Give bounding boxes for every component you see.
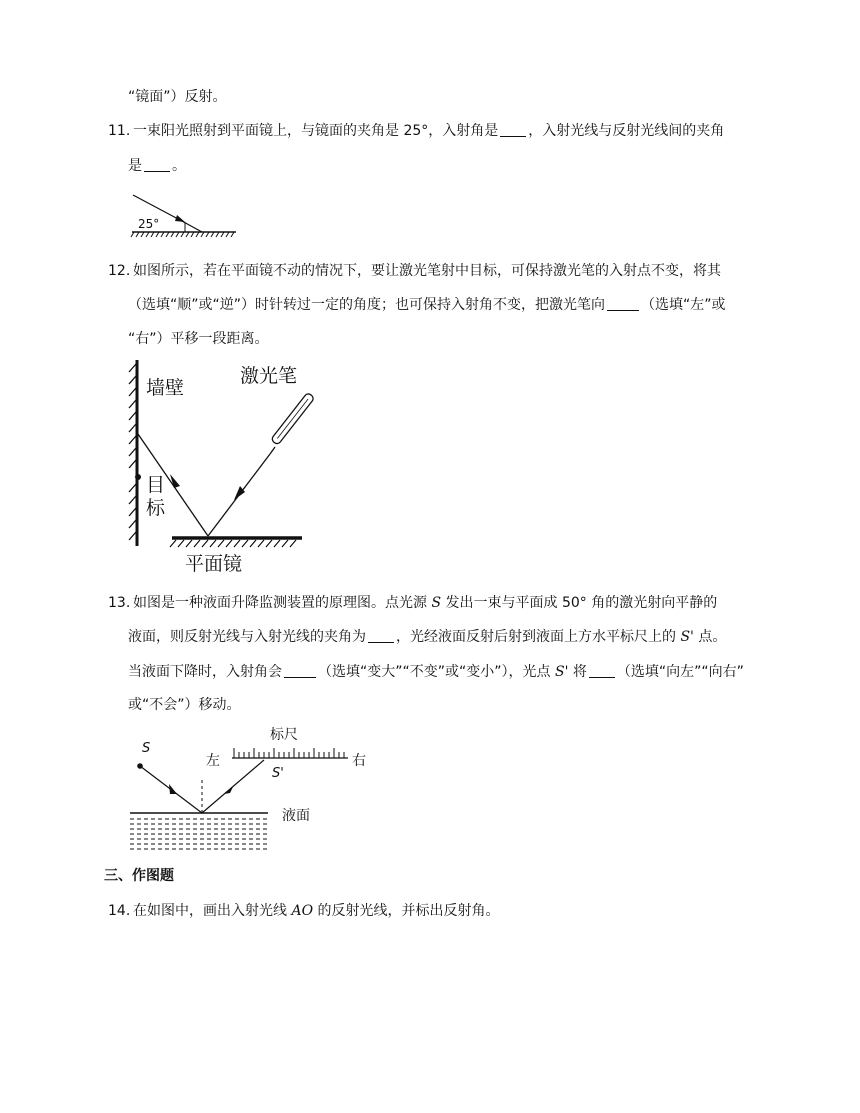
- q13-text-c: 液面，则反射光线与入射光线的夹角为: [128, 629, 366, 645]
- q13-text-g: （选填“变大”“不变”或“变小”），光点: [318, 664, 551, 680]
- q13-text-h: 将: [572, 664, 587, 680]
- q11-line1: [133, 122, 724, 140]
- q13-line3: [128, 663, 744, 681]
- q14-line1: [133, 902, 500, 920]
- q13-liquid-level-figure: [126, 720, 376, 855]
- q12-line2: [128, 296, 726, 314]
- q13-ruler-label: 标尺: [270, 727, 298, 743]
- q12-line3: “右”）平移一段距离。: [128, 331, 269, 347]
- q12-text-b: （选填“左”或: [641, 297, 726, 313]
- section-3-heading: 三、作图题: [104, 868, 174, 884]
- q11-blank-angle-between: [144, 157, 170, 172]
- q11-blank-incident-angle: [500, 122, 526, 137]
- q11-ray-arrowhead: [175, 215, 185, 222]
- q11-angle-label: 25°: [138, 217, 160, 231]
- q11-line2: [128, 157, 186, 175]
- q13-blank-incident-change: [284, 663, 316, 678]
- q14-text-a: 在如图中，画出入射光线: [133, 903, 287, 919]
- q13-symbol-s: S: [431, 595, 442, 611]
- q12-wall-hatch: [129, 364, 136, 540]
- q12-target-label-2: 标: [146, 497, 166, 519]
- q12-number: 12.: [108, 263, 131, 279]
- q13-symbol-s-prime: S': [680, 629, 694, 645]
- q13-blank-move: [589, 663, 615, 678]
- q13-left-label: 左: [206, 753, 220, 769]
- q13-text-e: 点。: [698, 629, 727, 645]
- q12-laser-label: 激光笔: [240, 365, 298, 387]
- q13-line1: [133, 594, 717, 612]
- q13-liquid-body: [130, 819, 268, 849]
- q11-text-a: 一束阳光照射到平面镜上，与镜面的夹角是 25°，入射角是: [133, 123, 499, 139]
- q13-line4: 或“不会”）移动。: [128, 697, 241, 713]
- q12-target-dot: [135, 474, 141, 480]
- q14-number: 14.: [108, 903, 131, 919]
- q12-mirror-label: 平面镜: [185, 553, 243, 575]
- q13-blank-angle: [368, 628, 394, 643]
- q12-laser-pen: [271, 392, 315, 445]
- q13-liquid-label: 液面: [282, 808, 310, 824]
- q13-ruler-ticks: [234, 748, 344, 758]
- q13-symbol-s-prime-2: S': [554, 664, 569, 680]
- q11-text-b: ，入射光线与反射光线间的夹角: [528, 123, 725, 139]
- q13-text-i: （选填“向左”“向右”: [616, 664, 744, 680]
- q12-wall-label: 墙壁: [146, 377, 185, 399]
- q13-text-b: 发出一束与平面成 50° 角的激光射向平静的: [445, 595, 718, 611]
- q12-blank-direction: [607, 296, 639, 311]
- q11-text-d: 。: [172, 158, 186, 174]
- q12-mirror-hatch: [170, 540, 296, 547]
- q14-symbol-ao: AO: [291, 903, 314, 919]
- q11-mirror-figure: [128, 190, 240, 242]
- q10-tail: “镜面”）反射。: [128, 89, 227, 105]
- q13-source-label: S: [142, 741, 151, 756]
- q13-right-label: 右: [352, 753, 366, 769]
- q13-number: 13.: [108, 595, 131, 611]
- q12-laser-figure: [120, 358, 320, 578]
- q12-text-a: （选填“顺”或“逆”）时针转过一定的角度；也可保持入射角不变，把激光笔向: [128, 297, 606, 313]
- q13-spot-label: S': [272, 766, 284, 781]
- q13-text-d: ，光经液面反射后射到液面上方水平标尺上的: [396, 629, 676, 645]
- q14-text-b: 的反射光线，并标出反射角。: [317, 903, 500, 919]
- q13-text-a: 如图是一种液面升降监测装置的原理图。点光源: [133, 595, 427, 611]
- q13-text-f: 当液面下降时，入射角会: [128, 664, 282, 680]
- q11-number: 11.: [108, 123, 131, 139]
- q12-line1: 如图所示，若在平面镜不动的情况下，要让激光笔射中目标，可保持激光笔的入射点不变，将其: [133, 263, 721, 279]
- q12-incident-arrowhead: [234, 486, 245, 500]
- q12-reflected-arrowhead: [170, 474, 180, 488]
- q13-line2: [128, 628, 726, 646]
- q11-text-c: 是: [128, 158, 142, 174]
- q12-target-label-1: 目: [146, 474, 166, 496]
